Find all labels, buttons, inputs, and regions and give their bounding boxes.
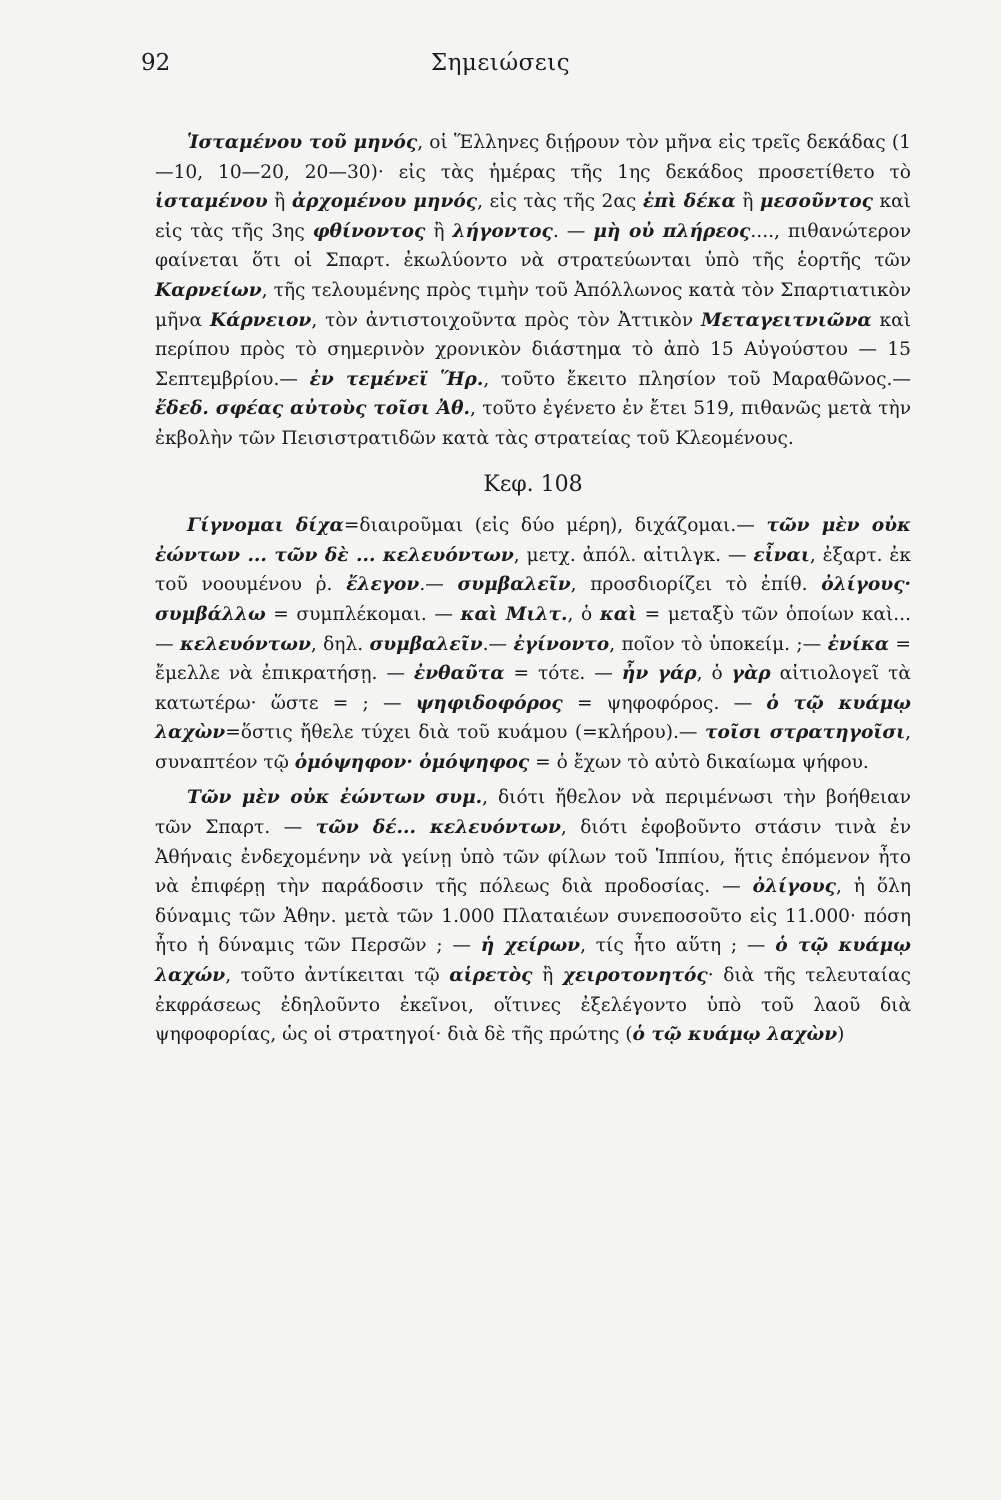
comment-text: , τῆς τελουμένης πρὸς τιμὴν τοῦ Ἀπόλλωνος κατὰ τὸν Σπαρτιατικὸν μῆνα	[155, 279, 911, 331]
lemma: συμβαλεῖν	[369, 633, 483, 655]
lemma: ὁμόψηφον· ὁμόψηφος	[294, 751, 530, 773]
comment-text: , τίς ἦτο αὕτη ; —	[580, 935, 776, 957]
lemma: Καρνείων	[155, 279, 262, 301]
comment-text: =διαιροῦμαι (εἰς δύο μέρη), διχάζομαι.—	[343, 515, 767, 537]
lemma: τοῖσι στρατηγοῖσι	[705, 722, 906, 744]
lemma: ἦν γάρ	[621, 663, 697, 685]
lemma: ἐπὶ δέκα	[642, 191, 736, 213]
comment-text: , τὸν ἀντιστοιχοῦντα πρὸς τὸν Ἀττικὸν	[311, 309, 702, 331]
comment-text: = τότε. —	[504, 663, 622, 685]
lemma: Ἱσταμένου τοῦ μηνός	[187, 132, 418, 153]
lemma: ὁ τῷ κυάμῳ λαχών	[155, 935, 911, 987]
comment-text: ἢ	[735, 191, 760, 213]
lemma: χειροτονητός	[562, 965, 708, 987]
note-paragraph	[155, 783, 911, 1049]
lemma: ἐνθαῦτα	[413, 663, 505, 685]
lemma: ὀλίγους· συμβάλλω	[155, 574, 911, 625]
lemma: συμβαλεῖν	[457, 574, 571, 596]
comment-text: .—	[482, 633, 514, 655]
lemma: μὴ οὐ πλήρεος	[593, 220, 751, 242]
lemma: ἱσταμένου	[155, 191, 268, 213]
lemma: καὶ	[599, 603, 638, 625]
comment-text: , προσδιορίζει τὸ ἐπίθ.	[570, 574, 822, 596]
notes-body	[155, 128, 911, 1050]
page-header	[0, 50, 1001, 90]
comment-text: , συναπτέον τῷ	[155, 722, 911, 773]
lemma: καὶ Μιλτ.	[460, 603, 568, 625]
lemma: κελευόντων	[179, 633, 311, 655]
comment-text: =ὅστις ἤθελε τύχει διὰ τοῦ κυάμου (=κλήρου).—	[225, 722, 706, 744]
comment-text: .—	[419, 574, 458, 596]
comment-text: ἢ	[532, 965, 563, 987]
lemma: τῶν δέ... κελευόντων	[315, 817, 561, 839]
lemma: τῶν μὲν οὐκ ἐώντων ... τῶν δὲ ... κελευόντων	[155, 515, 911, 566]
comment-text: · διὰ τῆς τελευταίας ἐκφράσεως ἐδηλοῦντο ἐκεῖνοι, οἵτινες ἐξελέγοντο ὑπὸ τοῦ λαοῦ διὰ ψηφοφορίας, ὡς οἱ στρατηγοί· διὰ δὲ τῆς πρώτης (	[155, 965, 911, 1046]
page-number: 92	[141, 50, 171, 76]
lemma: φθίνοντος	[312, 220, 426, 242]
lemma: μεσοῦντος	[759, 191, 873, 213]
comment-text: = ἔμελλε νὰ ἐπικρατήσῃ. —	[155, 633, 912, 685]
comment-text: , οἱ Ἕλληνες διῄρουν τὸν μῆνα εἰς τρεῖς δεκάδας (1—10, 10—20, 20—30)· εἰς τὰς ἡμέρας τῆς 1ης δεκάδος προσετίθετο τὸ	[155, 132, 911, 183]
comment-text: = ψηφοφόρος. —	[562, 692, 767, 714]
lemma: ἔδεδ. σφέας αὐτοὺς τοῖσι Ἀθ.	[155, 398, 471, 420]
comment-text: αἰτιολογεῖ τὰ κατωτέρω· ὥστε = ; —	[155, 663, 911, 714]
comment-text: = μεταξὺ τῶν ὁποίων καὶ... —	[155, 603, 911, 655]
lemma: ἐγίνοντο	[513, 633, 610, 655]
comment-text: , δηλ.	[310, 633, 370, 655]
comment-text: , τοῦτο ἔκειτο πλησίον τοῦ Μαραθῶνος.—	[483, 368, 911, 390]
comment-text: , διότι ἐφοβοῦντο στάσιν τινὰ ἐν Ἀθήναις ἐνδεχομένην νὰ γείνῃ ὑπὸ τῶν φίλων τοῦ Ἱππίου, ἥτις ἐπόμενον ἦτο νὰ ἐπιφέρῃ τὴν παράδοσιν τῆς πόλεως διὰ προδοσίας. —	[155, 817, 911, 898]
lemma: ἀρχομένου μηνός	[291, 191, 478, 213]
comment-text: , ποῖον τὸ ὑποκείμ. ;—	[609, 633, 828, 655]
chapter-heading: Κεφ. 108	[483, 471, 583, 497]
comment-text: ἢ	[425, 220, 453, 242]
lemma: ὁ τῷ κυάμῳ λαχὼν	[155, 692, 911, 744]
comment-text: καὶ περίπου πρὸς τὸ σημερινὸν χρονικὸν διάστημα τὸ ἀπὸ 15 Αὐγούστου — 15 Σεπτεμβρίου.—	[155, 309, 912, 390]
lemma: Τῶν μὲν οὐκ ἐώντων συμ.	[187, 787, 483, 809]
note-paragraph	[155, 128, 911, 454]
lemma: ἔλεγον	[346, 574, 420, 596]
comment-text: ἢ	[267, 191, 292, 213]
comment-text: , ἐξαρτ. ἐκ τοῦ νοουμένου ῥ.	[155, 544, 911, 596]
lemma: Μεταγειτνιῶνα	[701, 309, 872, 331]
lemma: γὰρ	[731, 663, 771, 685]
comment-text: . —	[552, 220, 594, 242]
running-title: Σημειώσεις	[430, 50, 571, 76]
comment-text: ...., πιθανώτερον φαίνεται ὅτι οἱ Σπαρτ. ἐκωλύοντο νὰ στρατεύωνται ὑπὸ τῆς ἑορτῆς τῶν	[155, 220, 911, 272]
lemma: ἐνίκα	[827, 633, 890, 655]
note-paragraph	[155, 511, 911, 777]
lemma: αἱρετὸς	[449, 965, 533, 987]
comment-text: καὶ εἰς τὰς τῆς 3ης	[155, 191, 911, 242]
comment-text: , εἰς τὰς τῆς 2ας	[477, 191, 643, 213]
comment-text: , ὁ	[567, 603, 600, 625]
comment-text: , διότι ἤθελον νὰ περιμένωσι τὴν βοήθειαν τῶν Σπαρτ. —	[155, 787, 911, 839]
comment-text: = ὁ ἔχων τὸ αὐτὸ δικαίωμα ψήφου.	[529, 751, 869, 773]
comment-text: , τοῦτο ἀντίκειται τῷ	[225, 965, 450, 987]
lemma: Κάρνειον	[209, 309, 312, 331]
lemma: ὀλίγους	[752, 876, 836, 898]
comment-text: )	[837, 1024, 845, 1046]
lemma: εἶναι	[753, 544, 810, 566]
comment-text: , ἡ ὅλη δύναμις τῶν Ἀθην. μετὰ τῶν 1.000 Πλαταιέων συνεποσοῦτο εἰς 11.000· πόση ἦτο ἡ δύναμις τῶν Περσῶν ; —	[155, 876, 911, 957]
lemma: λήγοντος	[452, 220, 553, 242]
lemma: ὁ τῷ κυάμῳ λαχὼν	[632, 1024, 838, 1046]
comment-text: , τοῦτο ἐγένετο ἐν ἔτει 519, πιθανῶς μετὰ τὴν ἐκβολὴν τῶν Πεισιστρατιδῶν κατὰ τὰς στρατείας τοῦ Κλεομένους.	[155, 398, 911, 449]
lemma: ψηφιδοφόρος	[415, 692, 563, 714]
comment-text: , ὁ	[696, 663, 732, 685]
comment-text: , μετχ. ἀπόλ. αἰτιλγκ. —	[513, 544, 754, 566]
comment-text: = συμπλέκομαι. —	[265, 603, 461, 625]
lemma: ἐν τεμένεϊ Ἥρ.	[309, 368, 484, 390]
lemma: ἡ χείρων	[480, 935, 581, 957]
lemma: Γίγνομαι δίχα	[187, 515, 344, 537]
